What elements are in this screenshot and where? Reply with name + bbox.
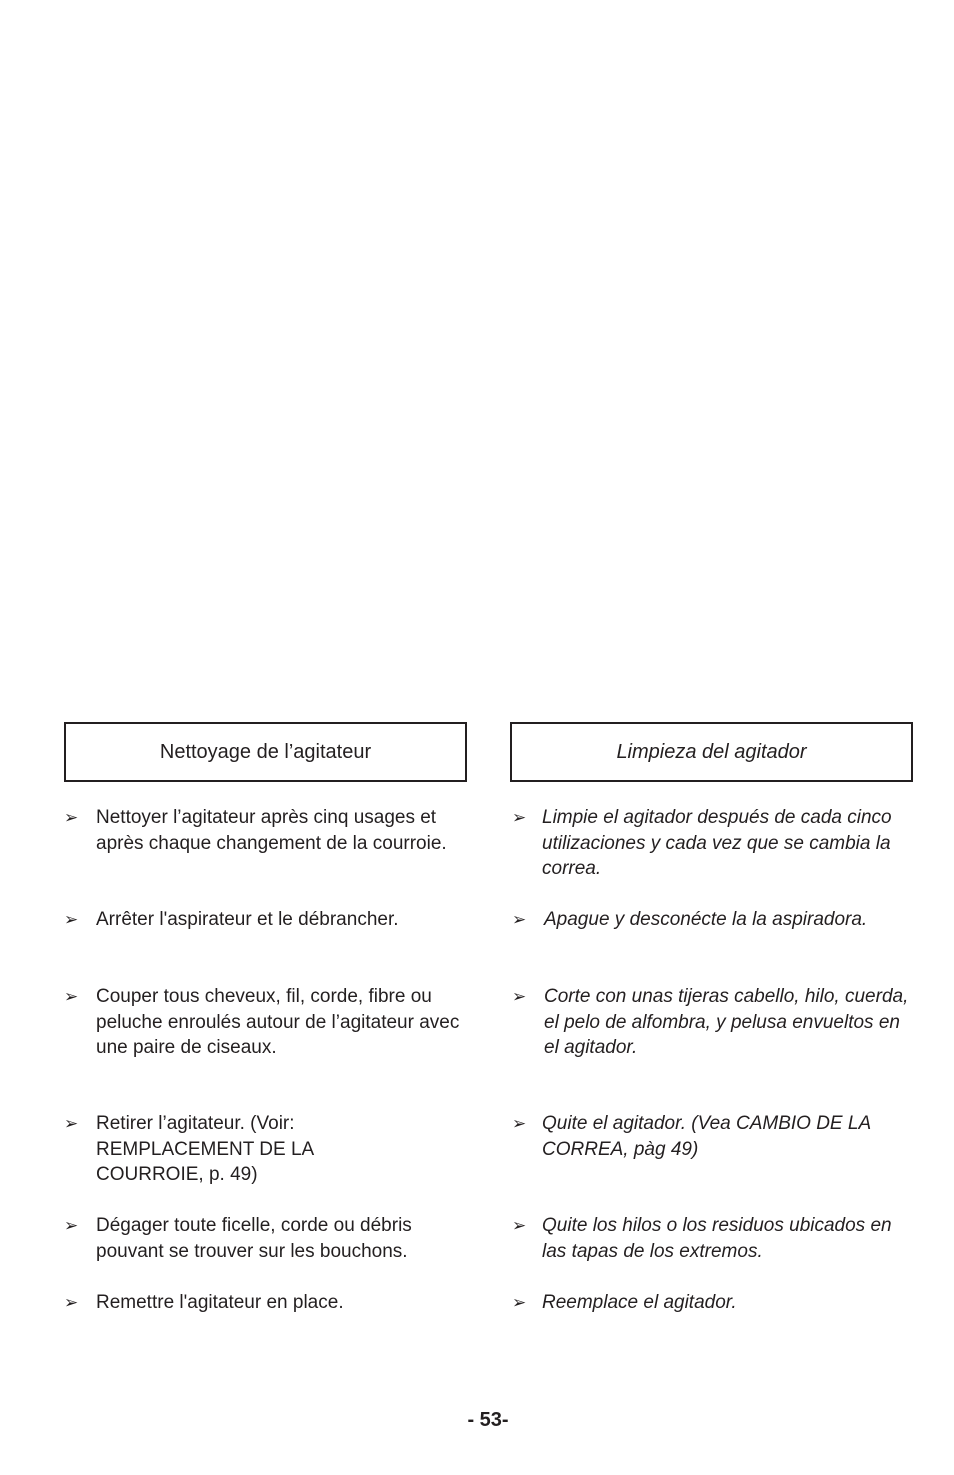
spanish-title-text: Limpieza del agitador — [616, 740, 807, 763]
spanish-step-text: Quite el agitador. (Vea CAMBIO DE LA CORREA, pàg 49) — [542, 1113, 871, 1160]
french-step-4 — [64, 1111, 464, 1188]
french-step-text: Nettoyer l’agitateur après cinq usages et après chaque changement de la courroie. — [96, 807, 447, 854]
arrow-bullet-icon: ➢ — [64, 1293, 79, 1312]
french-step-text: Retirer l’agitateur. (Voir: REMPLACEMENT DE LA COURROIE, p. 49) — [96, 1113, 314, 1185]
arrow-bullet-icon: ➢ — [512, 910, 527, 929]
spanish-step-text: Limpie el agitador después de cada cinco utilizaciones y cada vez que se cambia la correa. — [542, 807, 892, 879]
arrow-bullet-icon: ➢ — [64, 808, 79, 827]
french-step-text: Remettre l'agitateur en place. — [96, 1292, 344, 1313]
spanish-step-text: Apague y desconécte la la aspiradora. — [544, 909, 868, 930]
arrow-bullet-icon: ➢ — [512, 1293, 527, 1312]
arrow-bullet-icon: ➢ — [64, 1114, 79, 1133]
arrow-bullet-icon: ➢ — [512, 987, 527, 1006]
french-step-text: Dégager toute ficelle, corde ou débris pouvant se trouver sur les bouchons. — [96, 1215, 412, 1262]
arrow-bullet-icon: ➢ — [512, 1114, 527, 1133]
page-number: - 53- — [467, 1409, 509, 1431]
french-section-title — [64, 722, 467, 782]
french-step-text: Arrêter l'aspirateur et le débrancher. — [96, 909, 399, 930]
french-step-5 — [64, 1213, 464, 1264]
spanish-step-6 — [512, 1290, 914, 1316]
arrow-bullet-icon: ➢ — [64, 910, 79, 929]
spanish-step-3 — [512, 984, 914, 1061]
arrow-bullet-icon: ➢ — [64, 987, 79, 1006]
spanish-step-5 — [512, 1213, 914, 1264]
spanish-step-text: Corte con unas tijeras cabello, hilo, cuerda, el pelo de alfombra, y pelusa envueltos en el agitador. — [544, 986, 909, 1058]
french-step-6 — [64, 1290, 464, 1316]
spanish-section-title — [510, 722, 913, 782]
french-step-2 — [64, 907, 464, 933]
french-step-3 — [64, 984, 464, 1061]
spanish-step-1 — [512, 805, 914, 882]
spanish-step-text: Reemplace el agitador. — [542, 1292, 737, 1313]
arrow-bullet-icon: ➢ — [512, 808, 527, 827]
spanish-step-4 — [512, 1111, 914, 1162]
arrow-bullet-icon: ➢ — [64, 1216, 79, 1235]
spanish-step-2 — [512, 907, 914, 933]
french-step-1 — [64, 805, 464, 856]
french-step-text: Couper tous cheveux, fil, corde, fibre ou peluche enroulés autour de l’agitateur avec une paire de ciseaux. — [96, 986, 460, 1058]
spanish-step-text: Quite los hilos o los residuos ubicados en las tapas de los extremos. — [542, 1215, 892, 1262]
arrow-bullet-icon: ➢ — [512, 1216, 527, 1235]
french-title-text: Nettoyage de l’agitateur — [159, 740, 372, 763]
